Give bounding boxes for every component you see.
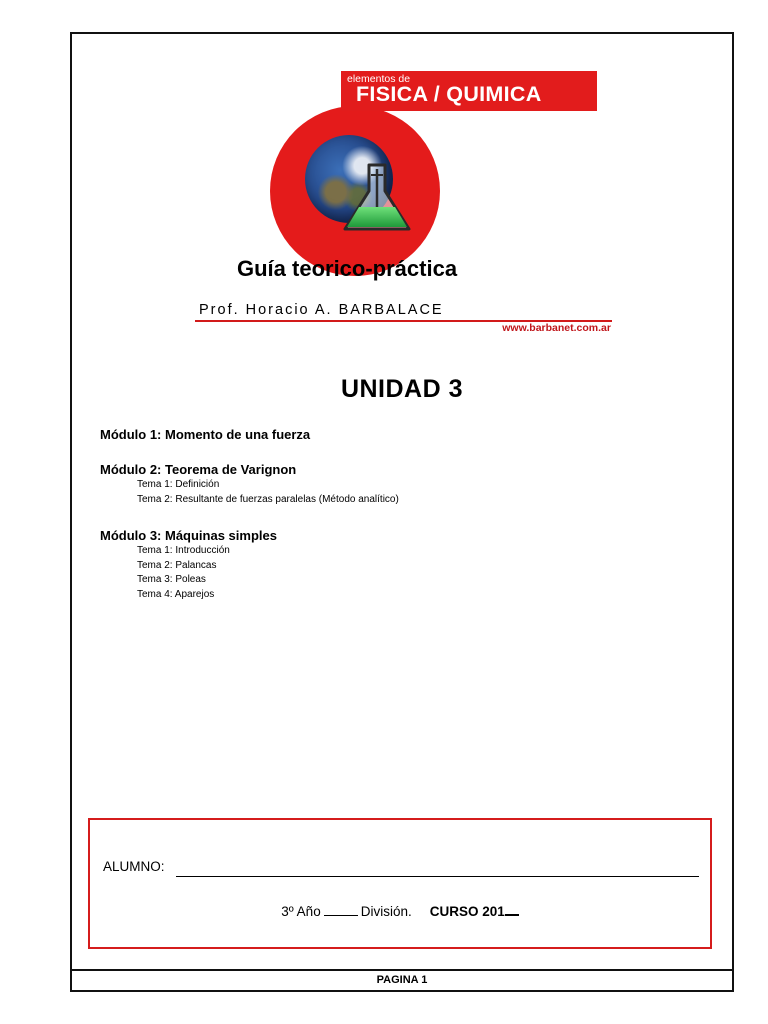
- year-blank[interactable]: [324, 903, 358, 916]
- curso-blank[interactable]: [505, 902, 519, 916]
- module-2-tema-2: Tema 2: Resultante de fuerzas paralelas (Método analítico): [137, 494, 399, 505]
- curso-label: CURSO 201: [429, 904, 505, 919]
- unit-title: UNIDAD 3: [340, 375, 464, 403]
- website-link[interactable]: www.barbanet.com.ar: [502, 322, 611, 334]
- alumno-label: ALUMNO:: [103, 859, 165, 874]
- module-3-title: Módulo 3: Máquinas simples: [100, 528, 277, 543]
- year-row: [90, 902, 710, 919]
- module-3-tema-4: Tema 4: Aparejos: [137, 589, 215, 600]
- logo-big-text: FISICA / QUIMICA: [356, 82, 542, 106]
- page-number: PAGINA 1: [376, 974, 428, 986]
- logo-small-text: elementos de: [347, 73, 411, 85]
- module-3-tema-3: Tema 3: Poleas: [137, 574, 206, 585]
- module-2-tema-1: Tema 1: Definición: [137, 479, 220, 490]
- division-label: División.: [360, 904, 412, 919]
- module-2-title: Módulo 2: Teorema de Varignon: [100, 462, 297, 477]
- student-info-box: [88, 818, 712, 949]
- logo: [195, 66, 615, 346]
- author-name: Prof. Horacio A. BARBALACE: [199, 302, 444, 318]
- module-1-title: Módulo 1: Momento de una fuerza: [100, 427, 311, 442]
- module-3-tema-2: Tema 2: Palancas: [137, 560, 217, 571]
- flask-icon: [337, 161, 417, 236]
- alumno-input-line[interactable]: [176, 876, 699, 877]
- year-label: 3º Año: [281, 904, 321, 919]
- module-3-tema-1: Tema 1: Introducción: [137, 545, 230, 556]
- guide-title: Guía teorico-práctica: [237, 256, 458, 281]
